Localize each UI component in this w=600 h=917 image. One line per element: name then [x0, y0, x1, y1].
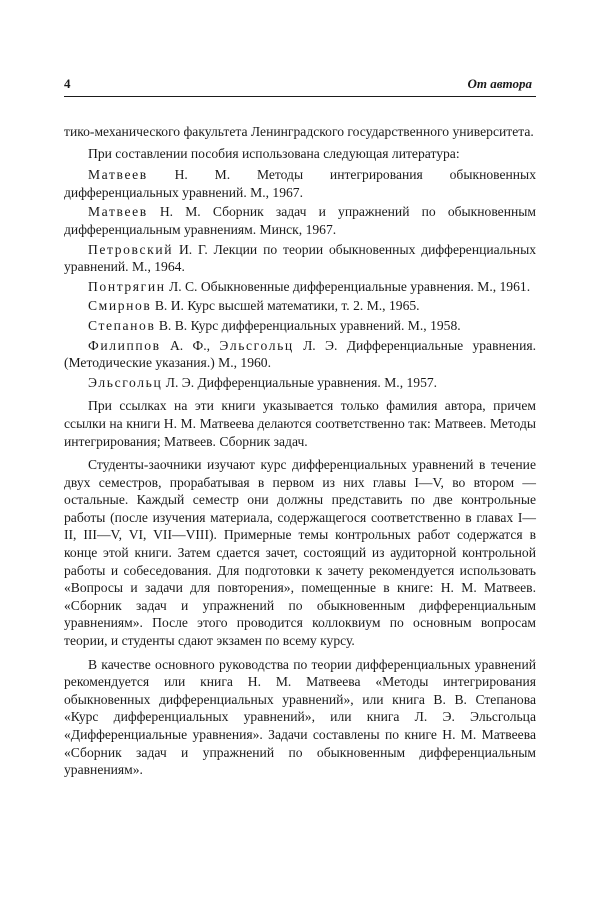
text-run: В. В. Курс дифференциальных уравнений. М., 1958.: [155, 317, 461, 333]
author-name: Смирнов: [88, 298, 152, 314]
text-run: Н. М. Методы интегрирования обыкновенных дифференциальных уравнений. М., 1967.: [64, 167, 536, 200]
author-name: Петровский: [88, 241, 174, 257]
author-name: Матвеев: [88, 167, 148, 183]
body-text: [64, 123, 536, 779]
paragraph: [64, 656, 536, 779]
paragraph: [64, 203, 536, 238]
paragraph: [64, 166, 536, 201]
paragraph: [64, 297, 536, 315]
text-run: тико-механического факультета Ленинградского государственного университета.: [64, 124, 534, 139]
author-name: Степанов: [88, 317, 156, 333]
text-run: При составлении пособия использована следующая литература:: [88, 145, 460, 161]
author-name: Филиппов: [88, 337, 161, 353]
text-run: Л. Э. Дифференциальные уравнения. (Методические указания.) М., 1960.: [64, 337, 536, 371]
author-name: Матвеев: [88, 204, 148, 220]
text-run: В качестве основного руководства по теории дифференциальных уравнений рекомендуется или книга Н. М. Матвеева «Методы интегрирования обыкновенных дифференциальных уравнений», или книга В. В. Степанова «Курс дифференциальных уравнений», или книга Л. Э. Эльсгольца «Дифференциальные уравнения». Задачи составлены по книге Н. М. Матвеева «Сборник задач и упражнений по обыкновенным дифференциальным уравнениям».: [64, 656, 536, 778]
page-header: [64, 76, 536, 96]
paragraph: [64, 337, 536, 372]
text-run: Л. С. Обыкновенные дифференциальные уравнения. М., 1961.: [165, 278, 531, 294]
paragraph: [64, 123, 536, 141]
paragraph: [64, 456, 536, 650]
paragraph: [64, 241, 536, 276]
running-title: От автора: [467, 76, 532, 91]
text-run: При ссылках на эти книги указывается только фамилия автора, причем ссылки на книги Н. М. Матвеева делаются соответственно так: Матвеев. Методы интегрирования; Матвеев. Сборник задач.: [64, 398, 536, 449]
text-run: В. И. Курс высшей математики, т. 2. М., 1965.: [151, 298, 420, 314]
text-run: Н. М. Сборник задач и упражнений по обыкновенным дифференциальным уравнениям. Минск, 1967.: [64, 204, 536, 237]
page-number: 4: [64, 76, 71, 91]
text-run: Студенты-заочники изучают курс дифференциальных уравнений в течение двух семестров, прорабатывая в первом из них главы I—V, во втором — остальные. Каждый семестр они должны представить по две контрольные работы (после изучения материала, содержащегося соответственно в главах I—II, III—V, VI, VII—VIII). Примерные темы контрольных работ содержатся в конце этой книги. Затем сдается зачет, состоящий из аудиторной контрольной работы и собеседования. Для подготовки к зачету рекомендуется использовать «Вопросы и задачи для повторения», помещенные в книге: Н. М. Матвеев. «Сборник задач и упражнений по обыкновенным дифференциальным уравнениям». После этого проводится коллоквиум по основным вопросам теории, и студенты сдают экзамен по всему курсу.: [64, 457, 536, 649]
paragraph: [64, 278, 536, 296]
paragraph: [64, 317, 536, 335]
text-run: Л. Э. Дифференциальные уравнения. М., 1957.: [162, 374, 438, 390]
paragraph: [64, 374, 536, 392]
text-run: И. Г. Лекции по теории обыкновенных дифференциальных уравнений. М., 1964.: [64, 241, 536, 275]
author-name: Понтрягин: [88, 278, 166, 294]
header-rule: [64, 96, 536, 97]
book-page: [64, 76, 536, 779]
author-name: Эльсгольц: [88, 374, 163, 390]
author-name: Эльсгольц: [219, 337, 294, 353]
text-run: А. Ф.,: [160, 337, 220, 353]
paragraph: [64, 145, 536, 163]
paragraph: [64, 397, 536, 450]
